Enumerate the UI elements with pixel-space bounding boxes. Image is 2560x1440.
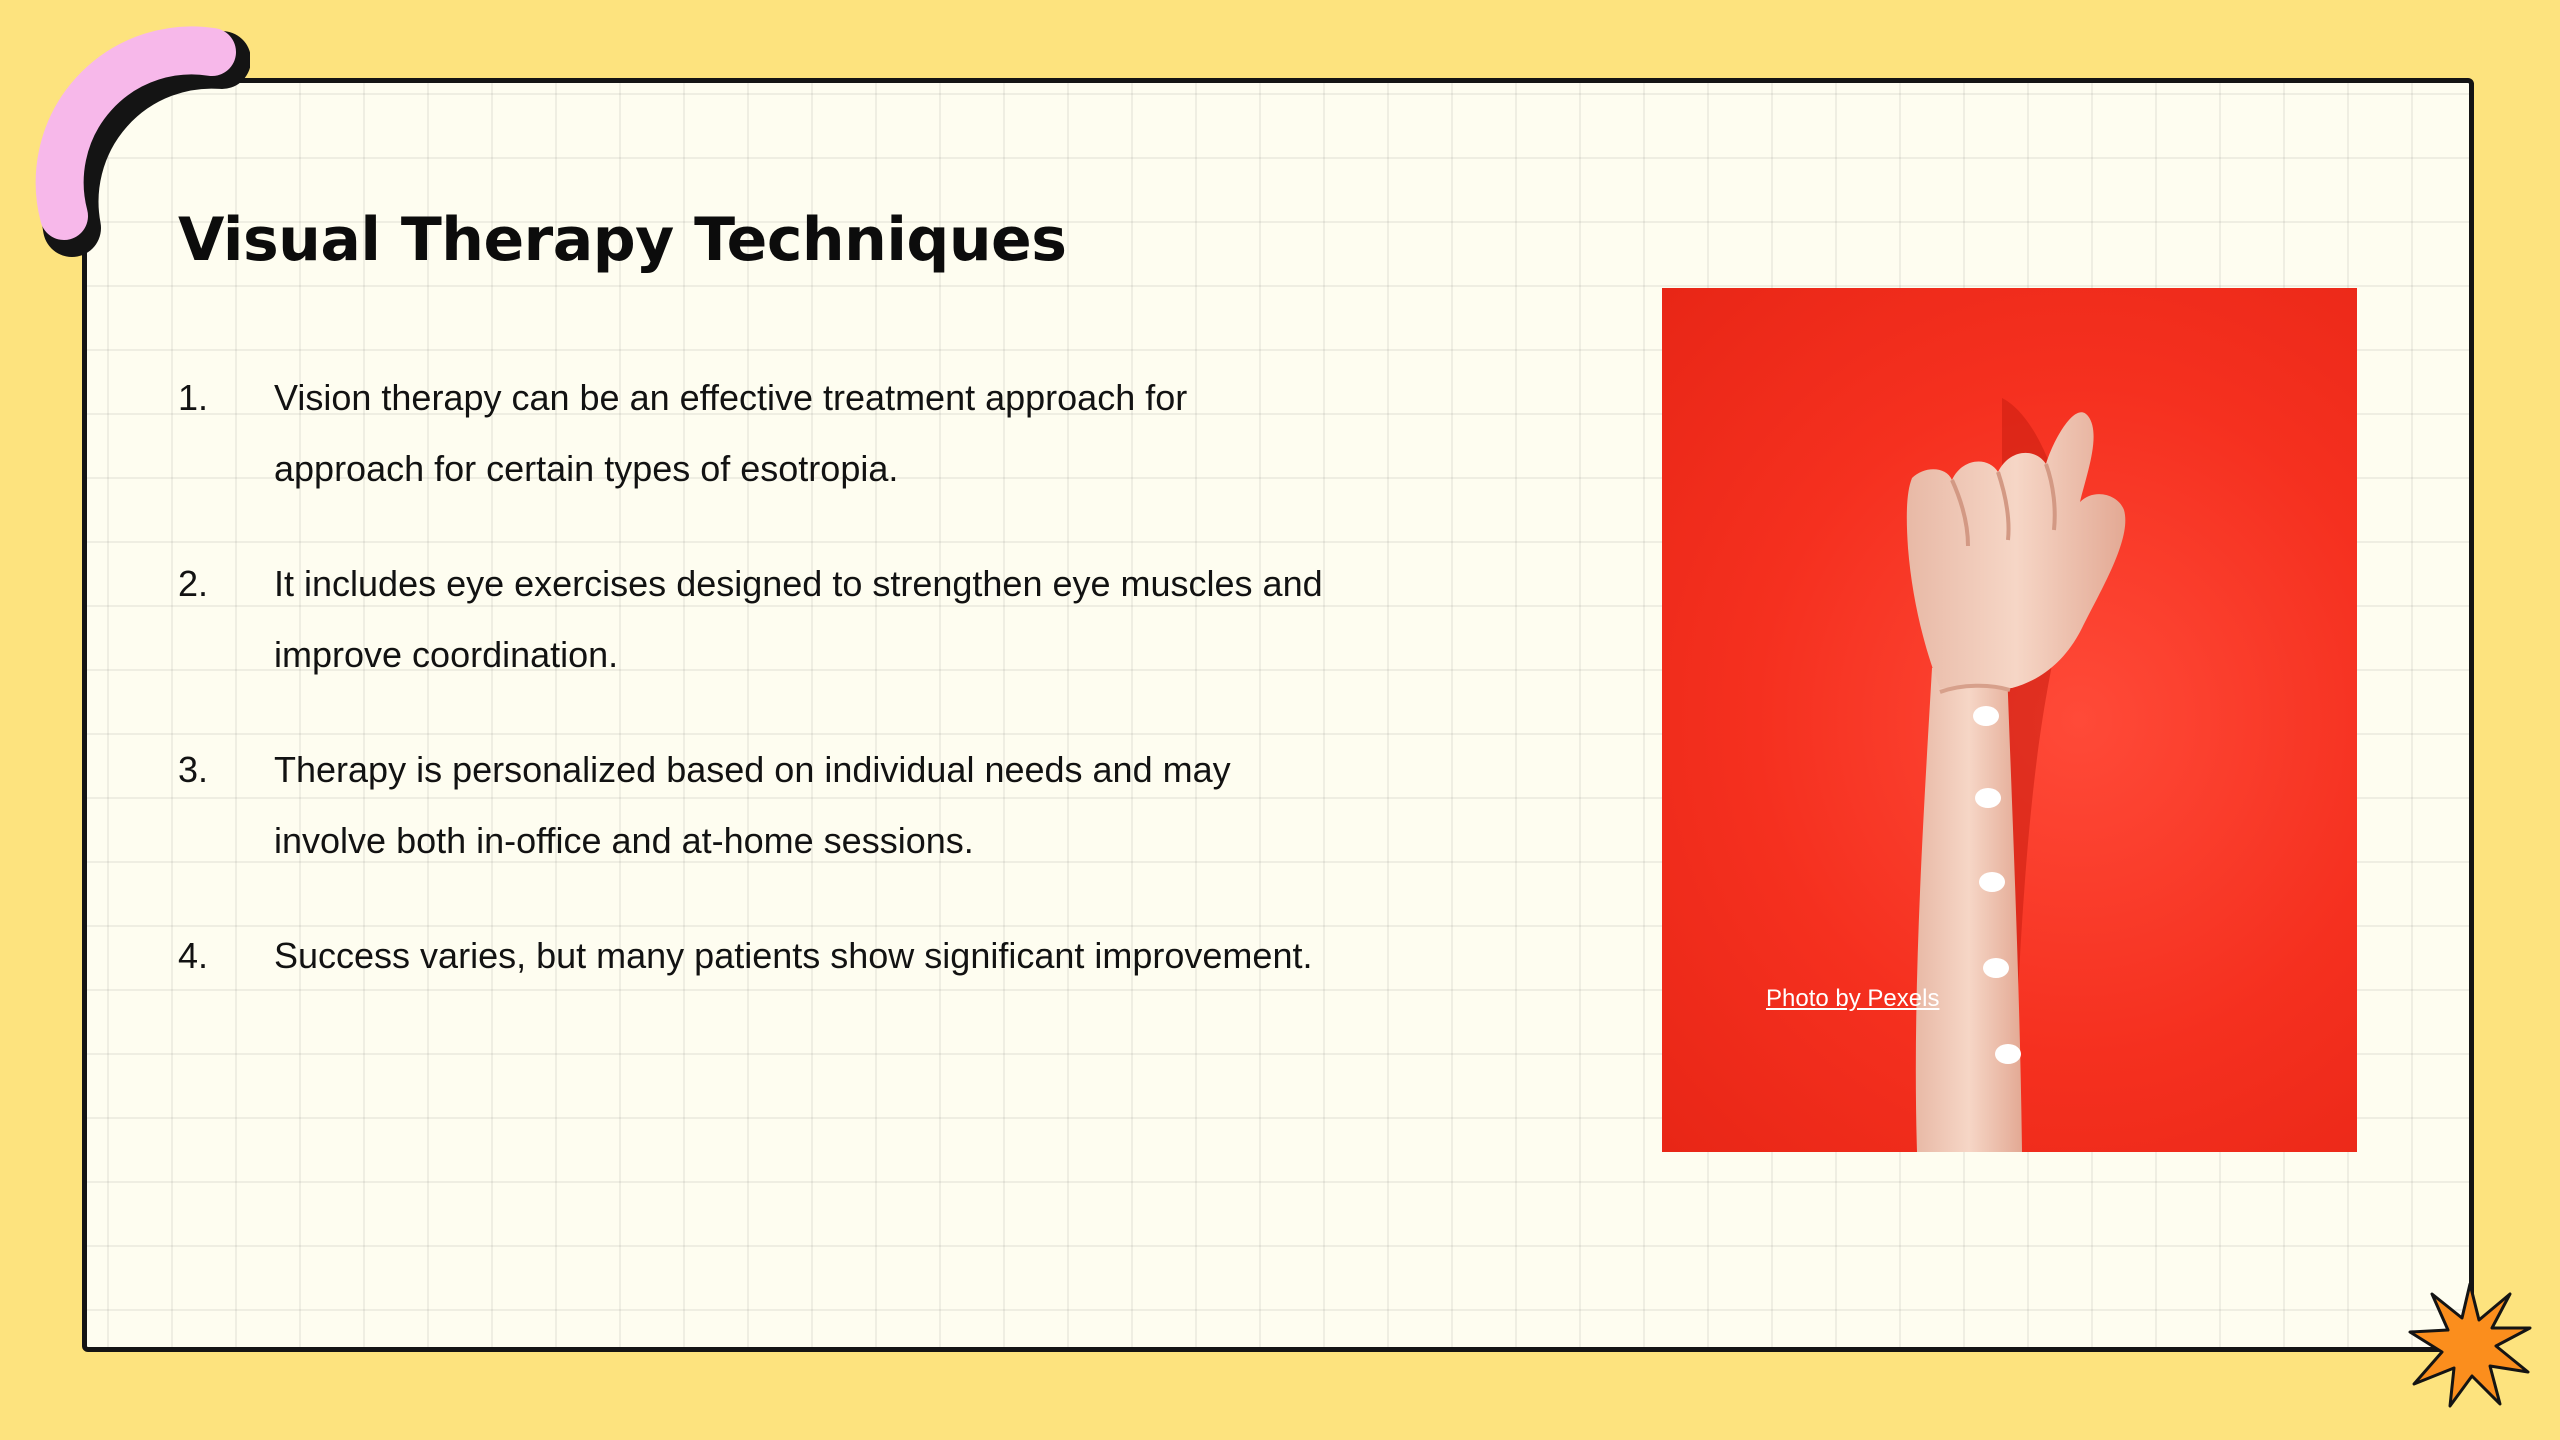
list-item (178, 548, 1328, 690)
list-item-number: 4. (178, 935, 209, 976)
list-item-text: Success varies, but many patients show significant improvement. (274, 935, 1313, 976)
list-item-number: 1. (178, 377, 209, 418)
list-item-number: 3. (178, 749, 209, 790)
list-item (178, 362, 1328, 504)
list-item-number: 2. (178, 563, 209, 604)
list-item-text: Vision therapy can be an effective treatment approach for approach for certain types of esotropia. (274, 377, 1188, 489)
arm-illustration (1662, 288, 2357, 1152)
starburst-icon (2406, 1280, 2534, 1408)
slide-title: Visual Therapy Techniques (178, 205, 1067, 275)
arm-photo (1662, 288, 2357, 1152)
list-item-text: It includes eye exercises designed to strengthen eye muscles and improve coordination. (274, 563, 1323, 675)
point-list (178, 362, 1328, 1035)
list-item-text: Therapy is personalized based on individual needs and may involve both in-office and at-home sessions. (274, 749, 1231, 861)
list-item (178, 734, 1328, 876)
photo-credit-link[interactable]: Photo by Pexels (1766, 985, 1940, 1012)
list-item (178, 920, 1328, 991)
